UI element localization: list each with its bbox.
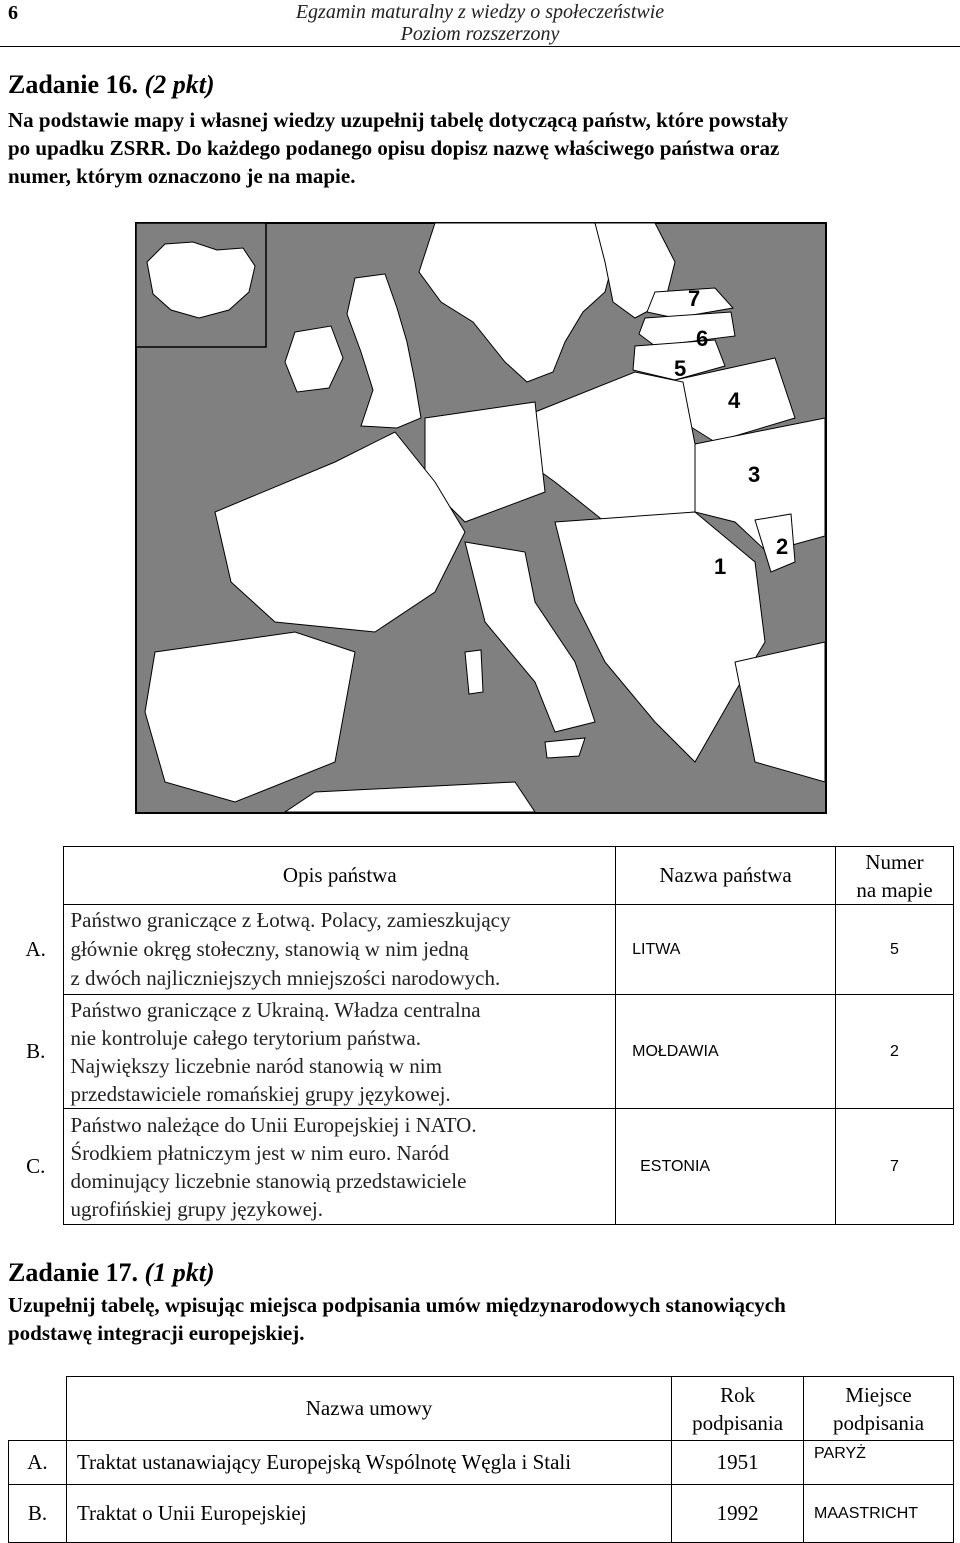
treaty-year: 1951 [672, 1441, 804, 1485]
instruction-line: Na podstawie mapy i własnej wiedzy uzupełnij tabelę dotyczącą państw, które powstały [8, 108, 789, 132]
task17-instruction [8, 1291, 954, 1347]
instruction-line: numer, którym oznaczono je na mapie. [8, 164, 356, 188]
table-header-row [8, 847, 954, 905]
header-number-line: na mapie [856, 877, 933, 902]
table-header-row [9, 1377, 954, 1441]
instruction-line: po upadku ZSRR. Do każdego podanego opisu dopisz nazwę właściwego państwa oraz [8, 136, 780, 160]
header-name: Nazwa umowy [66, 1377, 671, 1441]
description-line: ugrofińskiej grupy językowej. [70, 1196, 323, 1221]
row-letter: A. [9, 1441, 67, 1485]
row-letter: B. [8, 995, 64, 1109]
task16-title [8, 70, 215, 100]
header-year [672, 1377, 804, 1441]
answer-state-name[interactable]: ESTONIA [616, 1109, 836, 1225]
description-line: Państwo graniczące z Łotwą. Polacy, zamieszkujący [70, 908, 511, 932]
header-place [804, 1377, 954, 1441]
description-line: Środkiem płatniczym jest w nim euro. Naród [70, 1140, 449, 1165]
table-row [9, 1485, 954, 1543]
header-year-line: Rok [720, 1382, 756, 1407]
answer-map-number[interactable]: 2 [836, 995, 954, 1109]
task17-number: Zadanie 17. [8, 1258, 139, 1287]
task16-table [8, 846, 954, 1225]
treaty-name: Traktat ustanawiający Europejską Wspólnotę Węgla i Stali [66, 1441, 671, 1485]
instruction-line: Uzupełnij tabelę, wpisując miejsca podpisania umów międzynarodowych stanowiących [8, 1293, 786, 1317]
row-description [64, 905, 616, 995]
task16-number: Zadanie 16. [8, 70, 139, 99]
sicily [545, 738, 585, 758]
map-label-4: 4 [728, 388, 741, 413]
page-header [0, 0, 960, 47]
map-label-1: 1 [714, 554, 727, 579]
header-name: Nazwa państwa [616, 847, 836, 905]
map-label-3: 3 [748, 462, 761, 487]
header-place-line: podpisania [833, 1410, 925, 1435]
instruction-line: podstawę integracji europejskiej. [8, 1321, 305, 1345]
header-number-line: Numer [865, 849, 924, 874]
europe-map [135, 222, 827, 814]
map-label-5: 5 [674, 356, 687, 381]
row-description [64, 1109, 616, 1225]
header-place-line: Miejsce [845, 1382, 912, 1407]
description-line: Państwo należące do Unii Europejskiej i NATO. [70, 1112, 477, 1137]
empty-cell [8, 847, 64, 905]
task16-points: (2 pkt) [144, 70, 215, 99]
page-number: 6 [8, 2, 18, 24]
row-letter: B. [9, 1485, 67, 1543]
header-number [836, 847, 954, 905]
table-row [8, 1109, 954, 1225]
task16-instruction [8, 106, 954, 190]
answer-state-name[interactable]: MOŁDAWIA [616, 995, 836, 1109]
map-label-6: 6 [696, 326, 709, 351]
row-description [64, 995, 616, 1109]
task17-title [8, 1258, 215, 1288]
exam-title: Egzamin maturalny z wiedzy o społeczeństwie [295, 1, 665, 23]
table-row [9, 1441, 954, 1485]
map-label-7: 7 [688, 286, 701, 311]
description-line: nie kontroluje całego terytorium państwa. [70, 1025, 421, 1050]
description-line: z dwóch najliczniejszych mniejszości narodowych. [70, 966, 501, 990]
empty-cell [9, 1377, 67, 1441]
treaty-name: Traktat o Unii Europejskiej [66, 1485, 671, 1543]
row-letter: A. [8, 905, 64, 995]
description-line: Państwo graniczące z Ukrainą. Władza centralna [70, 997, 481, 1022]
description-line: Największy liczebnie naród stanowią w nim [70, 1053, 442, 1078]
description-line: przedstawiciele romańskiej grupy językowej. [70, 1081, 451, 1106]
exam-level: Poziom rozszerzony [400, 23, 560, 45]
header-description: Opis państwa [64, 847, 616, 905]
table-row [8, 995, 954, 1109]
answer-signing-place[interactable]: PARYŻ [804, 1441, 954, 1485]
map-label-2: 2 [776, 534, 789, 559]
treaty-year: 1992 [672, 1485, 804, 1543]
answer-map-number[interactable]: 7 [836, 1109, 954, 1225]
description-line: dominujący liczebnie stanowią przedstawiciele [70, 1168, 467, 1193]
answer-signing-place[interactable]: MAASTRICHT [804, 1485, 954, 1543]
answer-map-number[interactable]: 5 [836, 905, 954, 995]
task17-table [8, 1376, 954, 1543]
description-line: głównie okręg stołeczny, stanowią w nim jedną [70, 937, 469, 961]
row-letter: C. [8, 1109, 64, 1225]
answer-state-name[interactable]: LITWA [616, 905, 836, 995]
table-row [8, 905, 954, 995]
task17-points: (1 pkt) [144, 1258, 215, 1287]
header-year-line: podpisania [692, 1410, 784, 1435]
